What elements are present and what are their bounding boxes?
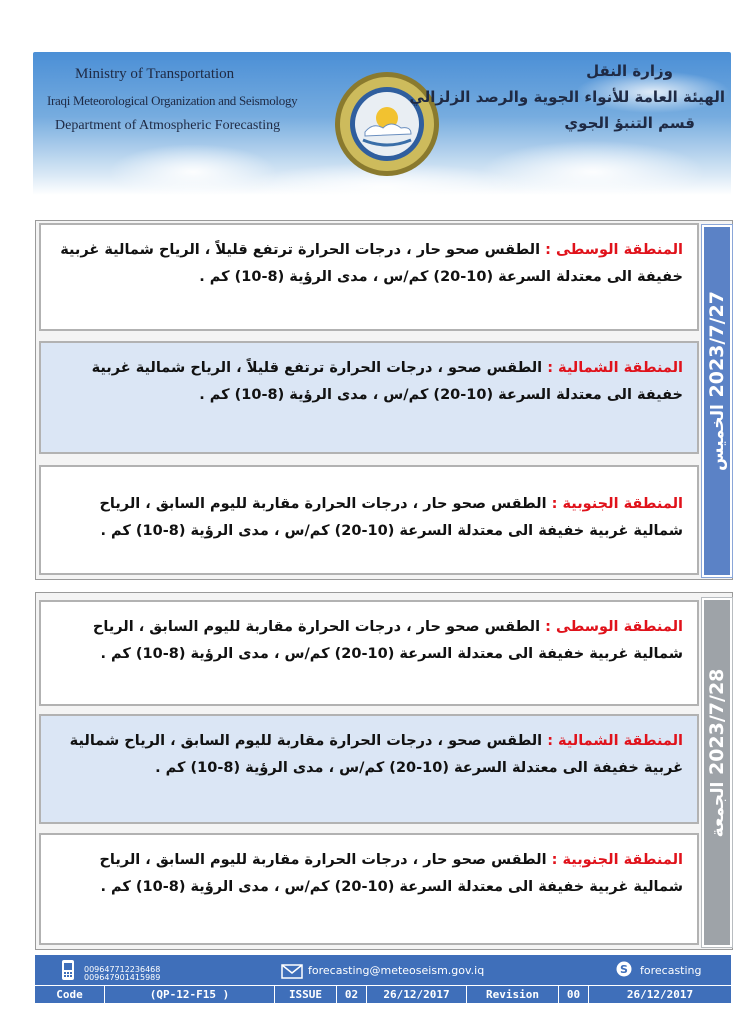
revision-value: 00: [559, 986, 589, 1003]
header-banner: [33, 52, 731, 195]
region-forecast: الطقس صحو حار ، درجات الحرارة ترتفع قليلاً ، الرياح شمالية غربية خفيفة الى معتدلة السرعة (10-20) كم/س ، مدى الرؤية (8-10) كم .: [60, 242, 683, 285]
region-central-day1: [39, 223, 699, 331]
day-name-2: الجمعة: [708, 781, 728, 837]
skype-icon: [616, 961, 632, 977]
department-en: Department of Atmospheric Forecasting: [55, 118, 281, 133]
issue-date: 26/12/2017: [367, 986, 467, 1003]
region-forecast: الطقس صحو ، درجات الحرارة مقاربة لليوم السابق ، الرياح شمالية غربية خفيفة الى معتدلة السرعة (10-20) كم/س ، مدى الرؤية (8-10) كم .: [69, 733, 683, 776]
region-south-day2: [39, 833, 699, 945]
region-south-day1: [39, 465, 699, 575]
day-bar-1: [702, 225, 732, 577]
day-label-2: [706, 668, 728, 877]
day-date-1: 2023/7/27: [706, 291, 728, 398]
department-ar: قسم التنبؤ الجوي: [564, 114, 695, 132]
code-value: (QP-12-F15 ): [105, 986, 275, 1003]
day-label-1: [706, 291, 728, 511]
revision-label: Revision: [467, 986, 559, 1003]
organization-ar: الهيئة العامة للأنواء الجوية والرصد الزلزالي: [409, 88, 725, 106]
region-name: المنطقة الجنوبية :: [551, 852, 683, 868]
region-forecast: الطقس صحو حار ، درجات الحرارة مقاربة لليوم السابق ، الرياح شمالية غربية خفيفة الى معتدلة السرعة (10-20) كم/س ، مدى الرؤية (8-10) كم .: [92, 619, 683, 662]
day-bar-2: [702, 598, 732, 947]
organization-logo: [333, 70, 441, 178]
day-date-2: 2023/7/28: [706, 668, 728, 775]
phone-icon: [61, 959, 75, 981]
issue-value: 02: [337, 986, 367, 1003]
region-name: المنطقة الجنوبية :: [551, 496, 683, 512]
region-north-day1: [39, 341, 699, 454]
organization-en: Iraqi Meteorological Organization and Seismology: [47, 93, 298, 108]
email-icon: [281, 964, 303, 979]
phone-number-2: 009647901415989: [84, 973, 161, 982]
footer-document-code: [35, 985, 731, 1003]
code-label: Code: [35, 986, 105, 1003]
region-central-day2: [39, 600, 699, 706]
region-name: المنطقة الشمالية :: [547, 360, 683, 376]
day-name-1: الخميس: [708, 404, 728, 471]
ministry-en: Ministry of Transportation: [75, 66, 235, 82]
region-north-day2: [39, 714, 699, 824]
issue-label: ISSUE: [275, 986, 337, 1003]
phone-number-1: 009647712236468: [84, 965, 161, 974]
footer-contact-bar: [35, 955, 731, 985]
region-forecast: الطقس صحو ، درجات الحرارة ترتفع قليلاً ، الرياح شمالية غربية خفيفة الى معتدلة السرعة (10-20) كم/س ، مدى الرؤية (8-10) كم .: [91, 360, 683, 403]
region-forecast: الطقس صحو حار ، درجات الحرارة مقاربة لليوم السابق ، الرياح شمالية غربية خفيفة الى معتدلة السرعة (10-20) كم/س ، مدى الرؤية (8-10) كم .: [99, 496, 683, 539]
skype-name: forecasting: [640, 964, 702, 977]
ministry-ar: وزارة النقل: [586, 62, 673, 80]
region-forecast: الطقس صحو حار ، درجات الحرارة مقاربة لليوم السابق ، الرياح شمالية غربية خفيفة الى معتدلة السرعة (10-20) كم/س ، مدى الرؤية (8-10) كم .: [99, 852, 683, 895]
revision-date: 26/12/2017: [626, 988, 694, 1001]
region-name: المنطقة الوسطى :: [545, 242, 683, 258]
email-address[interactable]: forecasting@meteoseism.gov.iq: [308, 964, 485, 977]
region-name: المنطقة الشمالية :: [547, 733, 683, 749]
region-name: المنطقة الوسطى :: [545, 619, 683, 635]
svg-text:S: S: [620, 963, 628, 976]
